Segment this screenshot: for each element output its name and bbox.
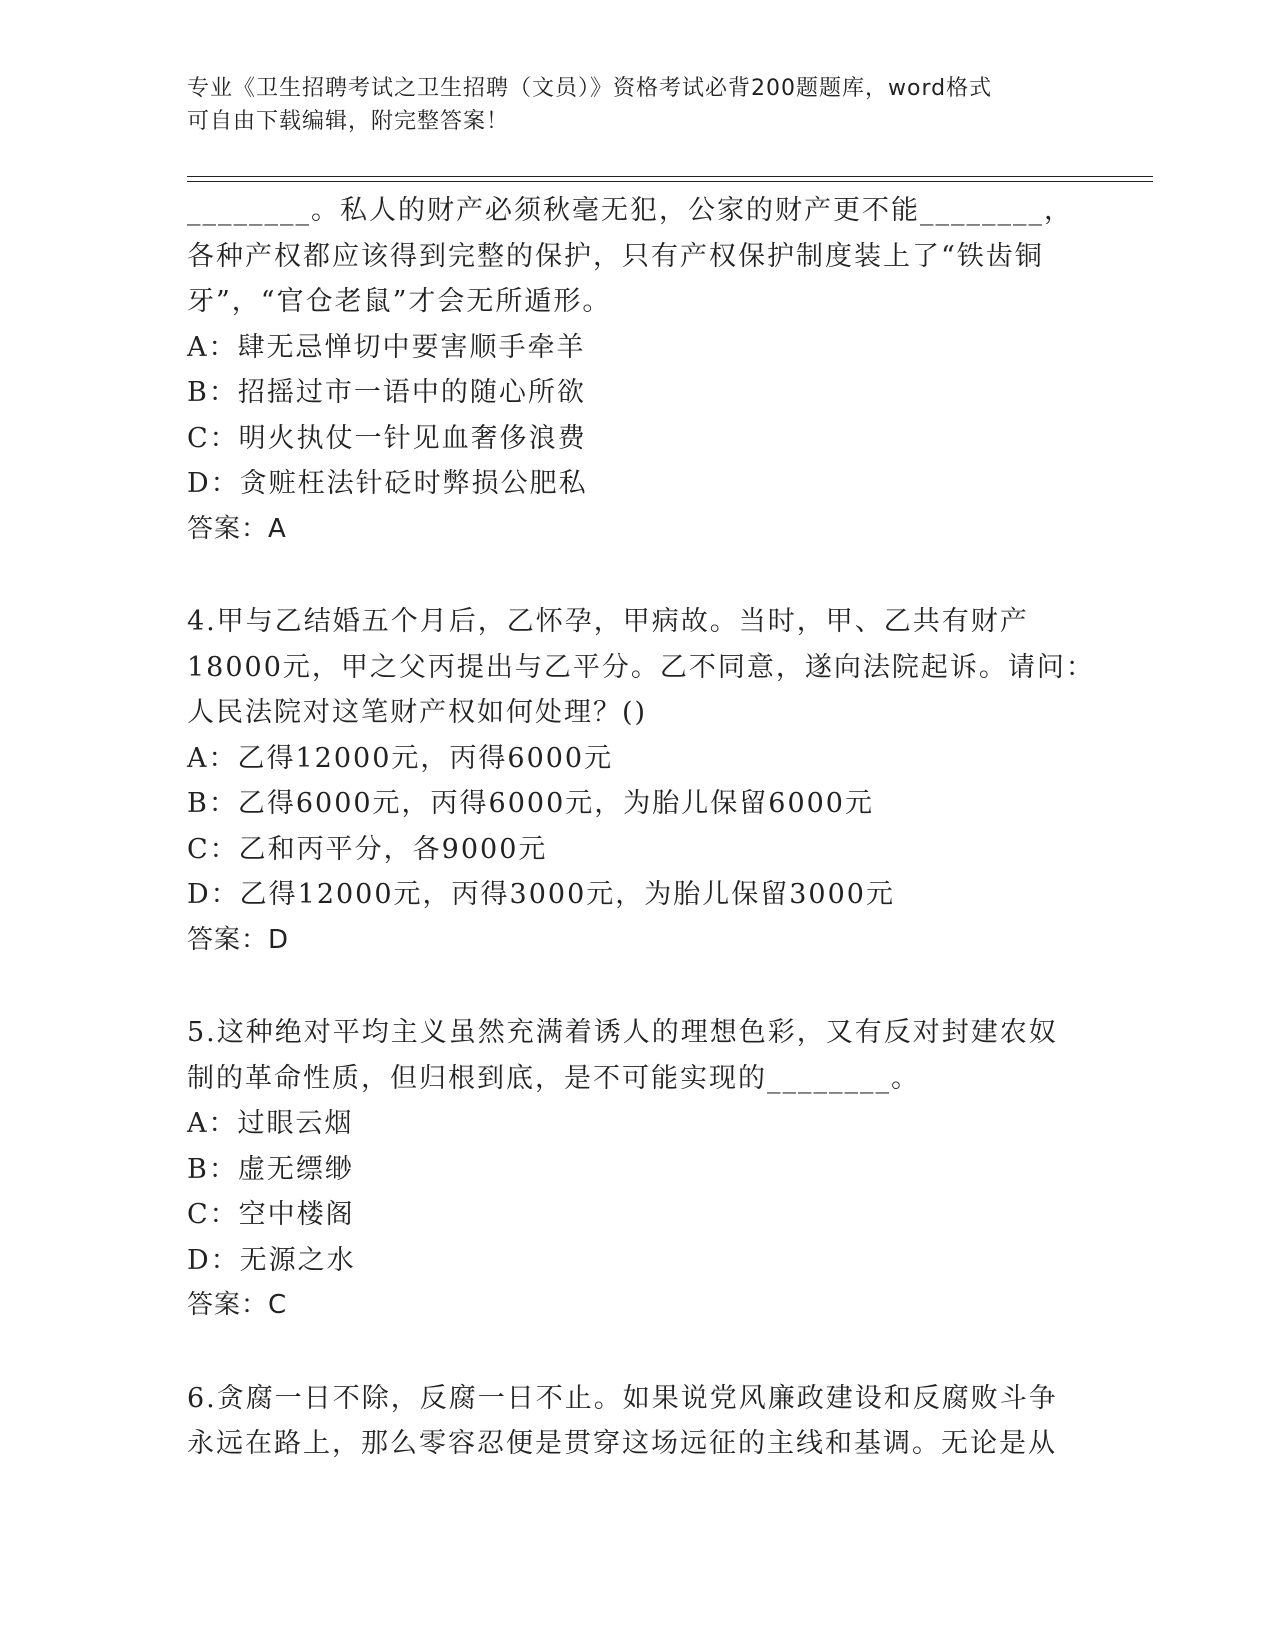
option-d: D：贪赃枉法针砭时弊损公肥私 — [187, 468, 588, 499]
question-stem-line: 5.这种绝对平均主义虽然充满着诱人的理想色彩，又有反对封建农奴 — [187, 1017, 1058, 1048]
option-a: A：肆无忌惮切中要害顺手牵羊 — [187, 331, 586, 363]
document-header — [187, 72, 1087, 138]
option-d: D：无源之水 — [187, 1244, 356, 1276]
option-a: A：乙得12000元，丙得6000元 — [187, 742, 614, 774]
option-c: C：乙和丙平分，各9000元 — [187, 833, 548, 865]
question-stem-line: 牙”，“官仓老鼠”才会无所遁形。 — [187, 286, 612, 317]
question-stem-line: 各种产权都应该得到完整的保护，只有产权保护制度装上了“铁齿铜 — [187, 240, 1044, 272]
header-divider-bottom — [187, 181, 1153, 182]
question-stem-line: 4.甲与乙结婚五个月后，乙怀孕，甲病故。当时，甲、乙共有财产 — [187, 606, 1029, 637]
answer-line: 答案：D — [187, 924, 290, 955]
question-5 — [187, 1010, 1087, 1329]
question-stem-line: 6.贪腐一日不除，反腐一日不止。如果说党风廉政建设和反腐败斗争 — [187, 1382, 1058, 1414]
option-d: D：乙得12000元，丙得3000元，为胎儿保留3000元 — [187, 879, 895, 910]
option-c: C：明火执仗一针见血奢侈浪费 — [187, 422, 587, 454]
question-stem-line: 永远在路上，那么零容忍便是贯穿这场远征的主线和基调。无论是从 — [187, 1428, 1057, 1459]
question-6 — [187, 1376, 1087, 1467]
question-3 — [187, 188, 1087, 552]
header-divider-top — [187, 176, 1153, 177]
question-stem-line: ________。私人的财产必须秋毫无犯，公家的财产更不能________， — [187, 195, 1073, 226]
option-c: C：空中楼阁 — [187, 1199, 355, 1230]
question-stem-line: 制的革命性质，但归根到底，是不可能实现的________。 — [187, 1062, 920, 1094]
option-b: B：虚无缥缈 — [187, 1153, 354, 1185]
header-title-line-2: 可自由下载编辑，附完整答案！ — [187, 109, 510, 134]
answer-line: 答案：C — [187, 1290, 288, 1320]
question-spacer — [187, 1329, 1087, 1376]
question-spacer — [187, 552, 1087, 599]
question-list — [187, 188, 1095, 1467]
question-stem-line: 人民法院对这笔财产权如何处理？() — [187, 697, 648, 728]
answer-line: 答案：A — [187, 513, 287, 544]
option-b: B：乙得6000元，丙得6000元，为胎儿保留6000元 — [187, 788, 874, 819]
header-title-line-1: 专业《卫生招聘考试之卫生招聘（文员）》资格考试必背200题题库，word格式 — [187, 76, 993, 101]
question-spacer — [187, 963, 1087, 1010]
option-a: A：过眼云烟 — [187, 1108, 354, 1139]
option-b: B：招摇过市一语中的随心所欲 — [187, 377, 586, 408]
question-4 — [187, 599, 1095, 963]
question-stem-line: 18000元，甲之父丙提出与乙平分。乙不同意，遂向法院起诉。请问： — [187, 651, 1095, 683]
